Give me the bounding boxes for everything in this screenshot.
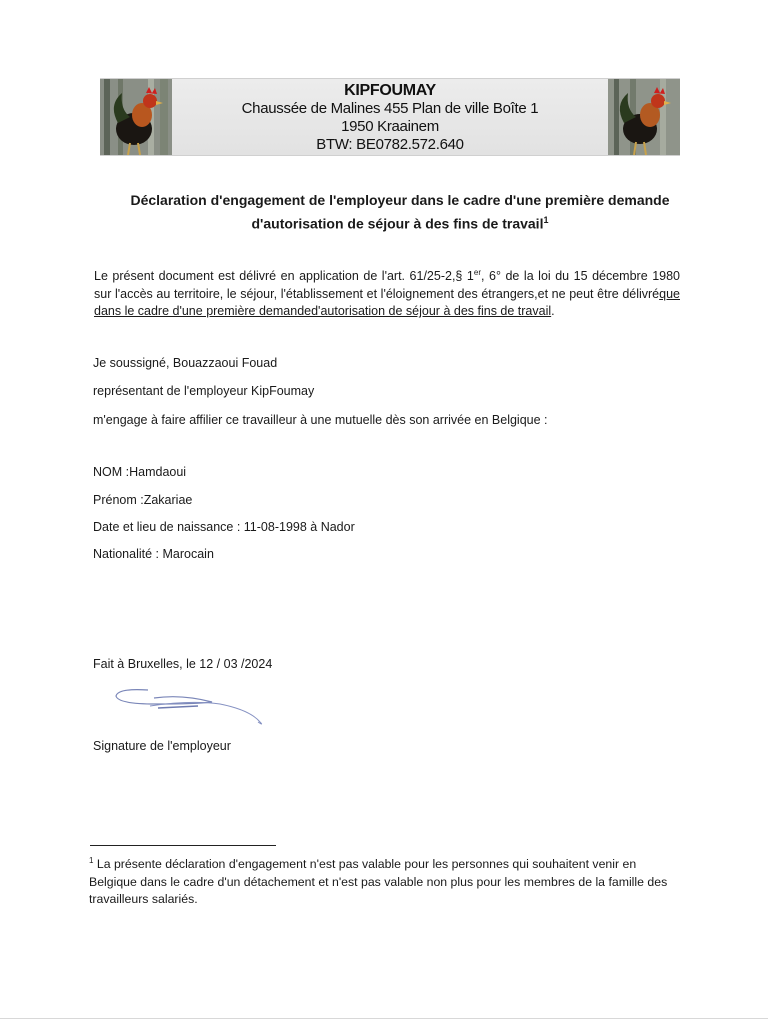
footnote-rule	[90, 845, 276, 846]
representative-line: représentant de l'employeur KipFoumay	[93, 384, 315, 398]
signer-line: Je soussigné, Bouazzaoui Fouad	[93, 356, 278, 370]
worker-prenom: Prénom :Zakariae	[93, 493, 193, 507]
worker-nationality: Nationalité : Marocain	[93, 547, 214, 561]
handwritten-signature	[110, 684, 270, 730]
footnote-text: La présente déclaration d'engagement n'est pas valable pour les personnes qui souhaitent venir en Belgique dans le cadre d'un détachement et n'est pas valable non plus pour les membres de la famille des travailleurs salariés.	[89, 857, 668, 907]
worker-birth: Date et lieu de naissance : 11-08-1998 à Nador	[93, 520, 355, 534]
place-date: Fait à Bruxelles, le 12 / 03 /2024	[93, 657, 273, 671]
company-address: Chaussée de Malines 455 Plan de ville Boîte 1	[241, 100, 539, 117]
intro-sup-er: er	[473, 268, 481, 277]
title-line-2	[100, 210, 700, 234]
company-city: 1950 Kraainem	[341, 118, 439, 135]
company-vat: BTW: BE0782.572.640	[316, 136, 464, 153]
page-edge	[0, 1018, 768, 1019]
intro-paragraph	[94, 264, 680, 321]
signature-label: Signature de l'employeur	[93, 739, 231, 753]
title-footnote-ref: 1	[543, 215, 549, 225]
title-line-1: Déclaration d'engagement de l'employeur dans le cadre d'une première demande	[130, 192, 670, 208]
rooster-logo-left	[100, 79, 172, 155]
worker-nom: NOM :Hamdaoui	[93, 465, 187, 479]
rooster-logo-right	[608, 79, 680, 155]
company-name: KIPFOUMAY	[344, 82, 436, 99]
letterhead	[100, 78, 680, 156]
title-line-2-text: d'autorisation de séjour à des fins de travail	[251, 215, 544, 232]
intro-part-1: Le présent document est délivré en application de l'art. 61/25-2,§ 1	[94, 269, 474, 284]
footnote-number: 1	[89, 856, 94, 865]
intro-end: .	[551, 304, 555, 319]
intro-part-2: , 6° de la loi du 15 décembre 1980 sur l'accès au territoire, le séjour, l'établissement et l'éloignement des étrangers,et ne peut être délivré	[94, 269, 681, 301]
document-title	[100, 190, 700, 234]
letterhead-text	[180, 82, 600, 154]
footnote	[89, 852, 679, 909]
commitment-line: m'engage à faire affilier ce travailleur à une mutuelle dès son arrivée en Belgique :	[93, 413, 548, 427]
intro-underlined: que dans le cadre d'une première demanded'autorisation de séjour à des fins de travail	[94, 286, 680, 319]
